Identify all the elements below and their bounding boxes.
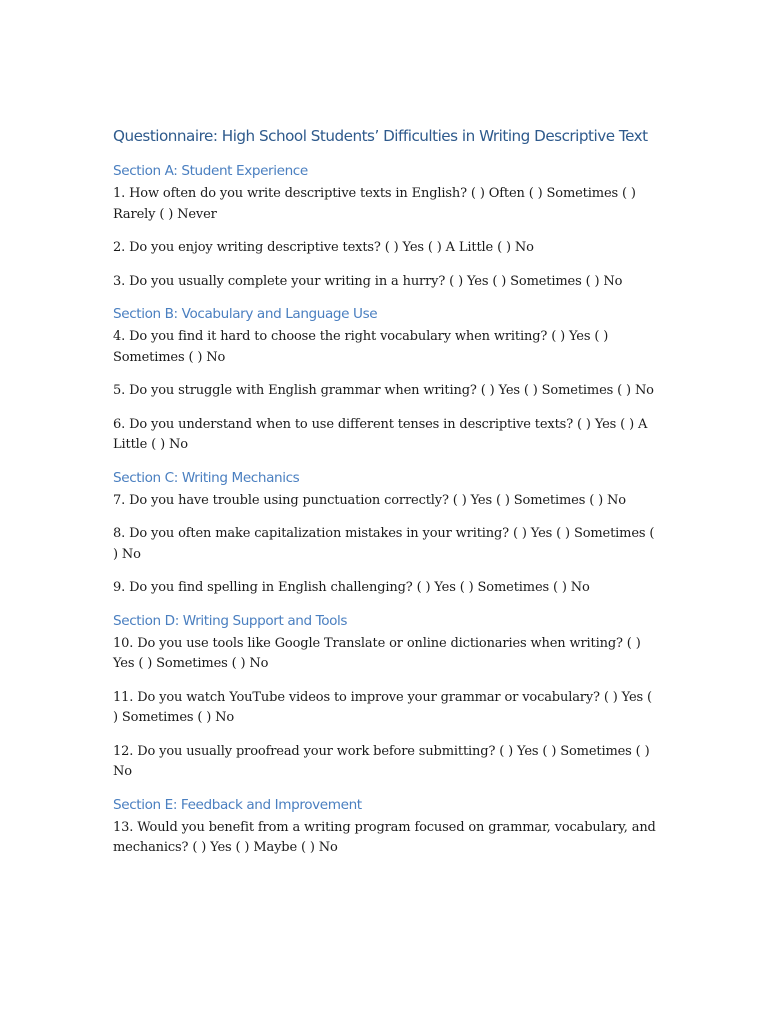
section-b	[113, 304, 658, 456]
question-5: 5. Do you struggle with English grammar when writing? ( ) Yes ( ) Sometimes ( ) No	[113, 383, 654, 398]
document-title: Questionnaire: High School Students’ Difficulties in Writing Descriptive Text	[113, 127, 648, 145]
document-body	[113, 124, 658, 872]
section-a	[113, 161, 658, 292]
question-7: 7. Do you have trouble using punctuation correctly? ( ) Yes ( ) Sometimes ( ) No	[113, 492, 626, 508]
section-heading: Section A: Student Experience	[113, 163, 308, 179]
section-heading: Section B: Vocabulary and Language Use	[113, 306, 378, 322]
question-9: 9. Do you find spelling in English challenging? ( ) Yes ( ) Sometimes ( ) No	[113, 580, 590, 595]
question-11: 11. Do you watch YouTube videos to improve your grammar or vocabulary? ( ) Yes ( ) Sometimes ( ) No	[113, 689, 652, 725]
section-d	[113, 611, 658, 783]
question-1: 1. How often do you write descriptive texts in English? ( ) Often ( ) Sometimes ( ) Rarely ( ) Never	[113, 186, 636, 222]
section-heading: Section E: Feedback and Improvement	[113, 796, 362, 813]
question-13: 13. Would you benefit from a writing program focused on grammar, vocabulary, and mechanics? ( ) Yes ( ) Maybe ( ) No	[113, 819, 656, 855]
question-6: 6. Do you understand when to use different tenses in descriptive texts? ( ) Yes ( ) A Little ( ) No	[113, 416, 648, 452]
question-12: 12. Do you usually proofread your work before submitting? ( ) Yes ( ) Sometimes ( ) No	[113, 743, 650, 779]
question-2: 2. Do you enjoy writing descriptive texts? ( ) Yes ( ) A Little ( ) No	[113, 240, 534, 255]
section-e	[113, 795, 658, 859]
question-8: 8. Do you often make capitalization mistakes in your writing? ( ) Yes ( ) Sometimes ( ) No	[113, 526, 655, 562]
section-c	[113, 468, 658, 599]
question-3: 3. Do you usually complete your writing in a hurry? ( ) Yes ( ) Sometimes ( ) No	[113, 273, 623, 289]
section-heading: Section D: Writing Support and Tools	[113, 612, 348, 629]
section-heading: Section C: Writing Mechanics	[113, 469, 300, 486]
question-4: 4. Do you find it hard to choose the right vocabulary when writing? ( ) Yes ( ) Sometimes ( ) No	[113, 329, 609, 365]
question-10: 10. Do you use tools like Google Translate or online dictionaries when writing? ( ) Yes ( ) Sometimes ( ) No	[113, 635, 641, 671]
